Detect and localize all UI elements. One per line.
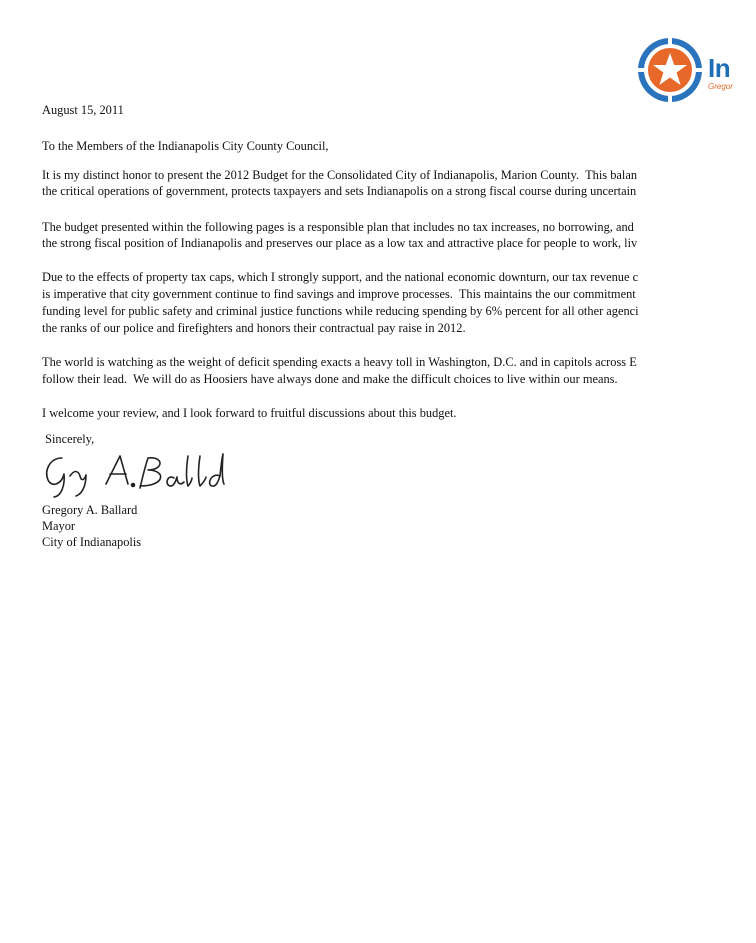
paragraph-4-line-2: follow their lead. We will do as Hoosiers have always done and make the difficult choices to live within our means.: [42, 372, 618, 386]
signer-organization: City of Indianapolis: [42, 535, 142, 549]
paragraph-2-line-1: The budget presented within the following pages is a responsible plan that includes no tax increases, no borrowing, and: [42, 220, 634, 234]
paragraph-3-line-1: Due to the effects of property tax caps, which I strongly support, and the national economic downturn, our tax revenue c: [42, 270, 639, 284]
paragraph-3-line-4: the ranks of our police and firefighters and honors their contractual pay raise in 2012.: [42, 321, 466, 335]
paragraph-1-line-2: the critical operations of government, protects taxpayers and sets Indianapolis on a strong fiscal course during uncertain: [42, 184, 637, 198]
paragraph-3-line-2: is imperative that city government continue to find savings and improve processes. This maintains the our commitment: [42, 287, 636, 301]
signer-title: Mayor: [42, 519, 76, 533]
paragraph-4-line-1: The world is watching as the weight of deficit spending exacts a heavy toll in Washington, D.C. and in capitols across E: [42, 355, 637, 369]
paragraph-2-line-2: the strong fiscal position of Indianapolis and preserves our place as a low tax and attractive place for people to work, liv: [42, 236, 638, 250]
signature: [40, 450, 225, 500]
signer-name: Gregory A. Ballard: [42, 503, 138, 517]
paragraph-5-line-1: I welcome your review, and I look forward to fruitful discussions about this budget.: [42, 406, 457, 420]
paragraph-1-line-1: It is my distinct honor to present the 2012 Budget for the Consolidated City of Indianapolis, Marion County. This balan: [42, 168, 638, 182]
logo-wordmark: In: [708, 53, 731, 83]
star-emblem-icon: [636, 36, 704, 104]
city-logo: [636, 36, 756, 116]
letter-salutation: To the Members of the Indianapolis City County Council,: [42, 139, 329, 153]
paragraph-3-line-3: funding level for public safety and criminal justice functions while reducing spending by 6% percent for all other agenci: [42, 304, 639, 318]
letter-date: August 15, 2011: [42, 103, 124, 117]
letter-closing: Sincerely,: [42, 432, 95, 446]
logo-subtitle: Gregor: [708, 82, 733, 91]
